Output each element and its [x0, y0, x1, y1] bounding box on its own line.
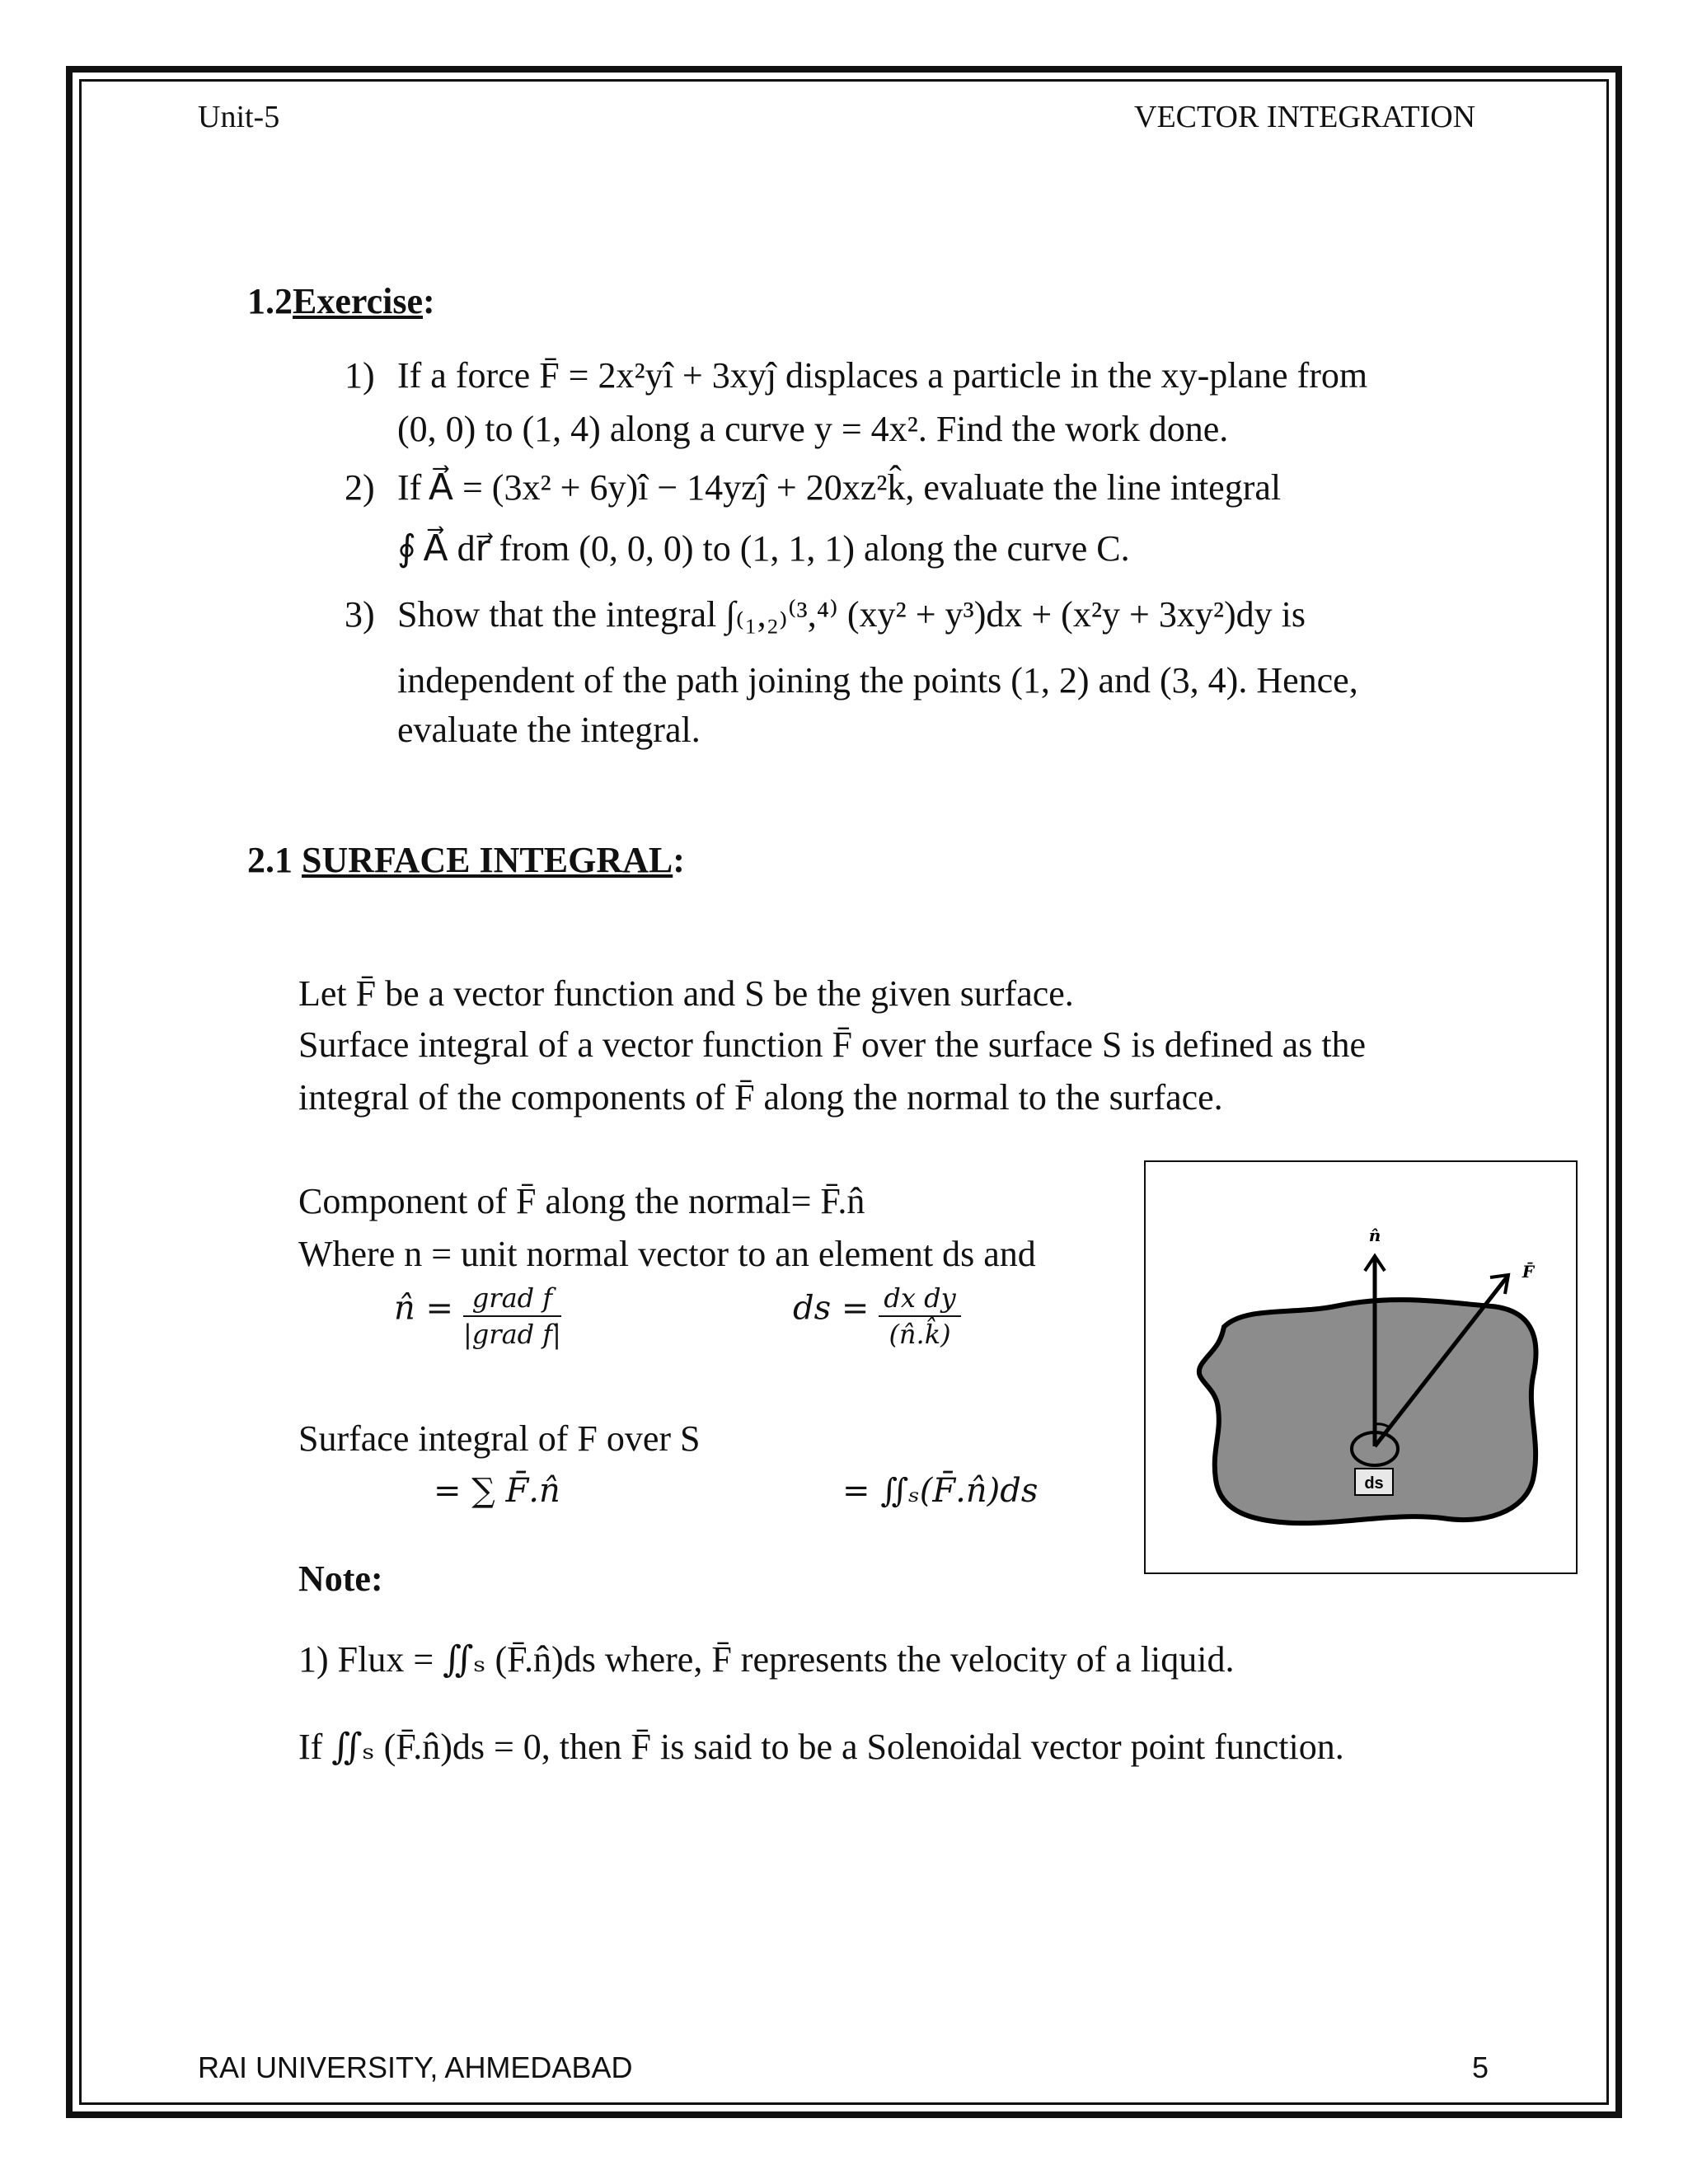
surface-figure — [1144, 1160, 1578, 1574]
ds-numerator: dx dy — [879, 1282, 960, 1317]
exercise-2-line1: If A⃗ = (3x² + 6y)î − 14yzĵ + 20xz²k̂, evaluate the line integral — [397, 467, 1282, 508]
nhat-lhs: n̂ = — [394, 1289, 453, 1328]
surface-integral-line: Surface integral of F over S — [298, 1418, 701, 1459]
surface-para-3: integral of the components of F̄ along the normal to the surface. — [298, 1077, 1223, 1118]
nhat-fraction — [463, 1282, 561, 1350]
exercise-2-line2: ∮ A⃗ dr⃗ from (0, 0, 0) to (1, 1, 1) along the curve C. — [397, 528, 1130, 569]
surface-number: 2.1 — [247, 840, 293, 880]
surface-para-2: Surface integral of a vector function F̄ over the surface S is defined as the — [298, 1024, 1367, 1065]
exercise-3-number: 3) — [345, 594, 375, 635]
exercise-3-line1: Show that the integral ∫₍₁,₂₎⁽³,⁴⁾ (xy² + y³)dx + (x²y + 3xy²)dy is — [397, 594, 1306, 635]
double-integral-formula: = ∬ₛ(F̄.n̂)ds — [842, 1472, 1039, 1510]
nhat-denominator: |grad f| — [463, 1319, 561, 1350]
sum-formula: = ∑ F̄.n̂ — [434, 1472, 560, 1510]
ds-lhs: ds = — [793, 1289, 870, 1328]
surface-colon: : — [673, 840, 685, 880]
note-solenoidal: If ∬ₛ (F̄.n̂)ds = 0, then F̄ is said to be a Solenoidal vector point function. — [298, 1727, 1344, 1767]
exercise-2-number: 2) — [345, 467, 375, 508]
surface-title: SURFACE INTEGRAL — [302, 840, 673, 880]
ds-formula — [793, 1282, 968, 1350]
exercise-colon: : — [423, 281, 435, 321]
surface-diagram — [1146, 1162, 1576, 1572]
exercise-heading — [247, 280, 435, 322]
component-line: Component of F̄ along the normal= F̄.n̂ — [298, 1181, 865, 1221]
page-number: 5 — [1472, 2050, 1489, 2084]
ds-label: ds — [1364, 1474, 1384, 1493]
exercise-number: 1.2 — [247, 281, 293, 321]
exercise-3-line2: independent of the path joining the points (1, 2) and (3, 4). Hence, — [397, 660, 1358, 701]
exercise-title: Exercise — [293, 281, 424, 321]
exercise-1-line2: (0, 0) to (1, 4) along a curve y = 4x². Find the work done. — [397, 409, 1229, 449]
note-flux: 1) Flux = ∬ₛ (F̄.n̂)ds where, F̄ represents the velocity of a liquid. — [298, 1639, 1235, 1680]
unit-normal-line: Where n = unit normal vector to an element ds and — [298, 1234, 1036, 1274]
normal-label: n̂ — [1368, 1226, 1381, 1245]
exercise-1-number: 1) — [345, 355, 375, 396]
footer-university: RAI UNIVERSITY, AHMEDABAD — [198, 2050, 633, 2084]
exercise-1-line1: If a force F̄ = 2x²yî + 3xyĵ displaces a particle in the xy-plane from — [397, 355, 1368, 396]
ds-denominator: (n̂.k̂) — [889, 1319, 951, 1350]
force-label: F̄ — [1522, 1262, 1535, 1282]
exercise-3-line3: evaluate the integral. — [397, 710, 701, 750]
surface-heading — [247, 839, 685, 881]
nhat-numerator: grad f — [463, 1282, 561, 1317]
surface-para-1: Let F̄ be a vector function and S be the given surface. — [298, 973, 1074, 1014]
nhat-formula — [394, 1282, 568, 1350]
note-heading: Note: — [298, 1558, 383, 1599]
header-unit: Unit-5 — [198, 100, 280, 134]
ds-fraction — [879, 1282, 960, 1350]
header-title: VECTOR INTEGRATION — [1134, 100, 1476, 134]
